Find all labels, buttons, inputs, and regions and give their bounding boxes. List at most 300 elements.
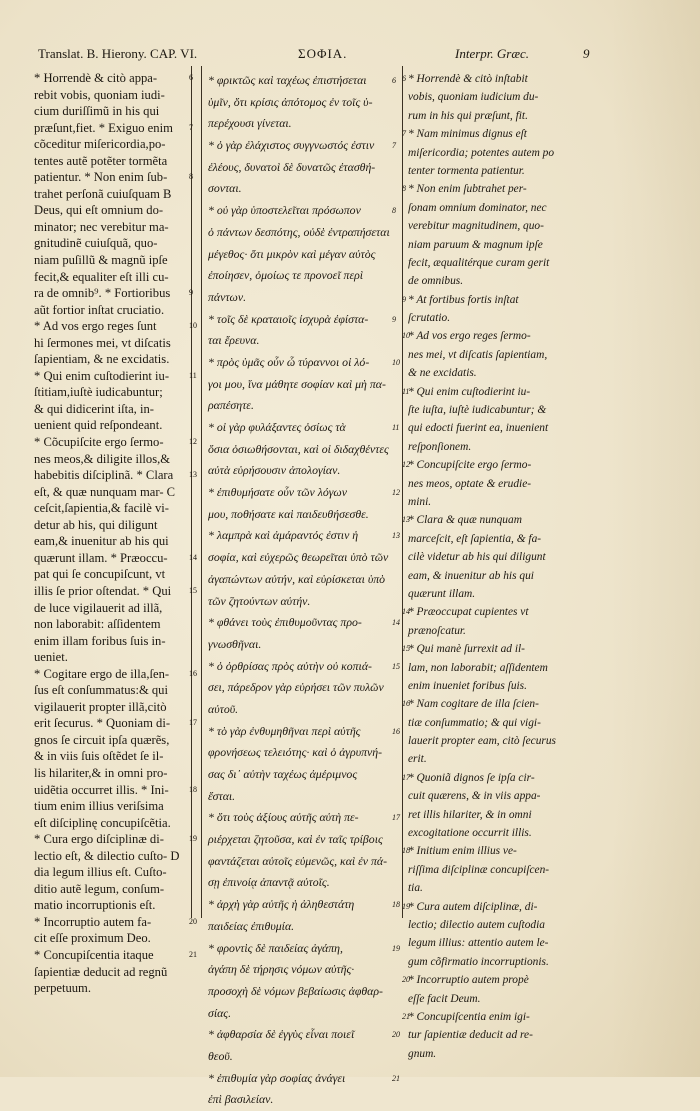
greek-line-text: προσοχὴ δὲ νόμων βεβαίωσις ἀφθαρ- [208,983,383,998]
greek-line-text: αὐτὰ εὑρήσουσιν ἀπολογίαν. [208,463,341,478]
latin-line-text: ditio autẽ legum, conſum- [34,881,165,896]
interp-line [408,787,608,805]
latin-line-text: cium duriſſimũ in his qui [34,104,160,119]
verse-number: 15 [402,644,410,654]
greek-line-text: φρονήσεως τελειότης· καὶ ὁ ἀγρυπνή- [208,745,383,760]
greek-line [208,677,398,699]
interp-line-text: * Clara & quæ nunquam [408,514,522,527]
latin-line [34,947,197,964]
greek-line [208,981,398,1003]
interp-line-text: * Nam minimus dignus eſt [408,128,527,141]
interp-line-text: * At fortibus fortis inſtat [408,293,519,306]
greek-line [208,742,398,764]
latin-line [34,699,184,716]
latin-line [34,881,184,898]
interp-line-text: prænoſcatur. [408,624,466,637]
latin-line-text: non laborabit: aſſidentem [34,617,161,632]
latin-line [34,649,184,666]
interp-line-text: * Initium enim illius ve- [408,845,517,858]
interp-line-text: * Non enim ſubtrahet per- [408,183,527,196]
greek-line-text: ὑμῖν, ὅτι κρίσις ἀπότομος ἐν τοῖς ὑ- [208,94,373,109]
latin-line-text: illis ſe prior oſtendat. * Qui [34,583,172,598]
verse-number: 13 [392,531,400,541]
interp-line-text: ret illis hilariter, & in omni [408,808,532,821]
verse-number: 14 [189,552,197,562]
latin-line-text: præſunt,fiet. * Exiguo enim [34,120,173,135]
greek-line-text: ἀγαπώντων αὐτήν, καὶ εὑρίσκεται ὑπὸ [208,571,386,586]
latin-line-text: uenient quid reſpondeant. [34,418,163,433]
latin-line-text: lis hilariter,& in omni pro- [34,765,168,780]
interp-line-text: ſonam omnium dominator, nec [408,201,547,214]
latin-line-text: perpetuum. [34,981,92,996]
greek-line-text: φαντάζεται αὐτοῖς εὐμενῶς, καὶ ἐν πά- [208,853,388,868]
greek-line-text: πάντων. [208,289,247,304]
latin-line-text: minator; nec verebitur ma- [34,219,169,234]
greek-line [208,959,398,981]
greek-line [208,872,398,894]
verse-number: 14 [392,618,400,628]
greek-line [208,634,398,656]
interp-line [408,1045,608,1063]
latin-translation-column [34,70,197,997]
interp-line-text: ſcrutatio. [408,312,451,325]
latin-line [34,914,197,931]
verse-number: 19 [189,834,197,844]
verse-number: 8 [402,184,406,194]
greek-line [208,1089,398,1111]
interp-line-text: tia. [408,882,423,895]
latin-line-text: ueniet. [34,650,68,665]
latin-line [34,285,193,302]
latin-line [34,815,184,832]
latin-line-text: & in viis ſuis oſtẽdet ſe il- [34,749,164,764]
interp-line [408,567,608,585]
greek-line [208,287,398,309]
greek-line [208,504,398,526]
latin-line [34,202,184,219]
interp-line [408,953,608,971]
interp-line [408,254,608,272]
interp-line [408,107,608,125]
interpretation-column [402,70,608,1063]
latin-line [34,732,184,749]
header-left-title: Translat. B. Hierony. CAP. VI. [38,46,198,61]
latin-line [34,467,197,484]
page-number: 9 [583,46,590,61]
latin-line [34,70,193,87]
greek-line-text: * ἀρχὴ γὰρ αὐτῆς ἡ ἀληθεστάτη [208,897,355,912]
latin-line [34,302,184,319]
greek-line-text: σονται. [208,181,242,196]
verse-number: 10 [402,331,410,341]
interp-line [402,971,608,989]
latin-line-text: tentes autẽ potẽter tormẽta [34,153,168,168]
greek-line [208,265,398,287]
interp-line [402,180,608,198]
latin-line-text: nes meos,& diligite illos,& [34,451,171,466]
greek-line [208,1046,398,1068]
interp-line [408,934,608,952]
latin-line-text: trahet perſonã cuiuſquam B [34,186,172,201]
verse-number: 7 [402,129,406,139]
greek-line-text: μου, ποθήσατε καὶ παιδευθήσεσθε. [208,506,369,521]
interp-line [408,272,608,290]
latin-line [34,368,197,385]
interp-line [408,824,608,842]
interp-line-text: verebitur magnitudinem, quo- [408,220,544,233]
interp-line-text: * Ad vos ergo reges ſermo- [408,330,531,343]
greek-line [208,1068,398,1090]
verse-number: 9 [402,294,406,304]
interp-line-text: tur ſapientiæ deducit ad re- [408,1029,533,1042]
greek-line [208,569,398,591]
greek-line-text: ριέρχεται ζητοῦσα, καὶ ἐν ταῖς τρίβοις [208,832,383,847]
verse-number: 16 [392,726,400,736]
interp-line [402,327,608,345]
interp-line-text: miſericordia; potentes autem po [408,146,555,159]
latin-line [34,517,184,534]
latin-line-text: ſapientiam, & ne excidatis. [34,352,170,367]
greek-line [208,135,398,157]
latin-line [34,384,184,401]
interp-line-text: marceſcit, eſt ſapientia, & fa- [408,532,542,545]
greek-line [208,699,398,721]
interp-line-text: gnum. [408,1047,437,1060]
latin-line-text: de luce vigilauerit ad illã, [34,600,163,615]
latin-line [34,153,184,170]
interp-line [402,383,608,401]
greek-line [208,829,398,851]
verse-number: 16 [402,699,410,709]
interp-line-text: * Horrendè & citò inſtabit [408,73,528,85]
header-right-title: Interpr. Græc. [455,46,530,61]
latin-line [34,682,184,699]
greek-line-text: * τὸ γὰρ ἐνθυμηθῆναι περὶ αὐτῆς [208,723,361,738]
greek-line-text: ἐπὶ βασιλείαν. [208,1092,274,1107]
interp-line [408,732,608,750]
latin-line [34,666,197,683]
latin-line-text: * Concupiſcentia itaque [34,947,154,962]
latin-line-text: * Ad vos ergo reges ſunt [34,319,157,334]
verse-number: 10 [392,357,400,367]
latin-line-text: dia legum illius eſt. Cuſto- [34,865,167,880]
greek-line-text: * πρὸς ὑμᾶς οὖν ὦ τύραννοι οἱ λό- [208,354,370,369]
verse-number: 20 [392,1030,400,1040]
interp-line-text: rum in his qui præſunt, fit. [408,109,528,122]
latin-line [34,748,184,765]
greek-line-text: ὁ πάντων δεσπότης, οὐδὲ ἐντραπήσεται [208,224,390,239]
latin-line-text: * Incorruptio autem fa- [34,914,152,929]
interp-line [402,125,608,143]
greek-line-text: σας δι᾽ αὐτὴν ταχέως ἀμέριμνος [208,767,358,781]
column-divider-left-inner [201,66,202,918]
latin-line [34,335,184,352]
latin-line-text: vigilauerit propter illã,citò [34,699,167,714]
latin-line [34,600,184,617]
latin-line [34,633,184,650]
latin-line-text: * Cogitare ergo de illa,ſen- [34,666,170,681]
interp-line-text: * Concupiſcentia enim igi- [408,1010,530,1023]
latin-line-text: ſapientiæ deducit ad regnũ [34,964,168,979]
latin-line-text: eam,& inuenitur ab his qui [34,534,169,549]
interp-line [408,622,608,640]
verse-number: 8 [392,206,396,216]
latin-line [34,169,193,186]
interp-line-text: tenter tormenta patientur. [408,164,525,177]
latin-line-text: eſt diſciplinę concupiſcẽtia. [34,815,171,830]
interp-line [408,861,608,879]
verse-number: 15 [392,661,400,671]
greek-line [208,547,398,569]
interp-line [408,199,608,217]
header-center-title: ΣΟΦΙΑ. [298,46,348,61]
greek-line [208,92,398,114]
greek-line-text: περέχουσι γίνεται. [208,116,292,131]
greek-line [208,157,398,179]
interp-line [408,659,608,677]
interp-line [408,548,608,566]
interp-line-text: excogitatione occurrit illis. [408,827,532,840]
interp-line [402,898,608,916]
verse-number: 17 [189,718,197,728]
interp-line [408,217,608,235]
interp-line-text: * Qui enim cuſtodierint iu- [408,385,531,398]
latin-line-text: rebit vobis, quoniam iudi- [34,87,165,102]
interp-line-text: * Nam cogitare de illa ſcien- [408,698,539,711]
greek-line [208,764,398,786]
greek-line [208,786,398,808]
interp-line [402,842,608,860]
latin-line-text: ceſcit,ſapientia,& facilè vi- [34,501,169,516]
greek-line-text: * τοῖς δὲ κραταιοῖς ἰσχυρὰ ἐφίστα- [208,311,369,326]
verse-number: 9 [189,288,193,298]
interp-line-text: * Qui manè ſurrexit ad il- [408,643,525,656]
interp-line-text: eam, & inuenitur ab his qui [408,569,534,582]
latin-line-text: * Cõcupiſcite ergo ſermo- [34,435,164,450]
latin-line [34,980,184,997]
greek-line [208,525,398,547]
interp-line-text: riſſima diſciplinæ concupiſcen- [408,863,550,876]
greek-line [208,352,398,374]
latin-line-text: * Horrendè & citò appa- [34,71,158,85]
latin-line-text: Deus, qui eſt omnium do- [34,203,164,218]
verse-number: 20 [402,975,410,985]
interp-line-text: * Incorruptio autem propè [408,974,529,987]
interp-line [408,346,608,364]
interp-line [408,1026,608,1044]
greek-line-text: * ἀφθαρσία δὲ ἐγγὺς εἶναι ποιεῖ [208,1027,355,1042]
latin-line-text: patientur. * Non enim ſub- [34,170,168,185]
latin-line [34,616,184,633]
verse-number: 18 [402,846,410,856]
greek-line [208,70,398,92]
interp-line [408,916,608,934]
verse-number: 15 [189,585,197,595]
verse-number: 14 [402,607,410,617]
latin-line-text: uidẽtia occurret illis. * Ini- [34,782,169,797]
latin-line [34,87,184,104]
greek-line [208,591,398,613]
interp-line-text: lam, non laborabit; aſſidentem [408,661,548,674]
latin-line [34,848,184,865]
greek-line-text: * φροντὶς δὲ παιδείας ἀγάπη, [208,940,343,955]
latin-line-text: pat qui ſe concupiſcunt, vt [34,567,166,582]
latin-line [34,831,197,848]
verse-number: 21 [402,1011,410,1021]
interp-line [408,493,608,511]
interp-line-text: vobis, quoniam iudicium du- [408,91,539,104]
latin-line-text: detur ab his, qui diligunt [34,517,158,532]
greek-line-text: * φρικτῶς καὶ ταχέως ἐπιστήσεται [208,73,367,87]
interp-line-text: enim inueniet foribus ſuis. [408,679,527,692]
latin-line [34,765,184,782]
greek-line [208,200,398,222]
verse-number: 12 [392,488,400,498]
latin-line [34,964,184,981]
latin-line [34,417,184,434]
verse-number: 21 [392,1073,400,1083]
interp-line-text: fecit, æqualitérque curam gerit [408,256,550,269]
interp-line-text: * Quoniã dignos ſe ipſa cir- [408,771,535,784]
greek-line-text: μέγεθος· ὅτι μικρὸν καὶ μέγαν αὐτὸς [208,246,376,261]
greek-line [208,851,398,873]
interp-line-text: tiæ conſummatio; & qui vigi- [408,716,541,729]
greek-line-text: * ἐπιθυμήσατε οὖν τῶν λόγων [208,485,347,500]
interp-line-text: de omnibus. [408,275,464,288]
greek-line-text: * ὁ γὰρ ἐλάχιστος συγγνωστός ἐστιν [208,138,375,153]
greek-line-text: γοι μου, ἵνα μάθητε σοφίαν καὶ μὴ πα- [208,376,386,391]
greek-line-text: αὐτοῦ. [208,701,239,716]
greek-line [208,1003,398,1025]
latin-line-text: ſus eſt conſummatus:& qui [34,683,168,698]
greek-line [208,938,398,960]
greek-line-text: θεοῦ. [208,1048,233,1063]
interp-line-text: mini. [408,495,432,508]
interp-line [408,530,608,548]
greek-line [208,460,398,482]
interp-line-text: nes meos, optate & erudie- [408,477,532,490]
greek-line [208,439,398,461]
greek-line-text: ραπέσητε. [208,398,254,413]
interp-line [408,990,608,1008]
greek-line [208,482,398,504]
latin-line [34,434,197,451]
greek-line [208,721,398,743]
verse-number: 17 [402,772,410,782]
greek-line-text: * φθάνει τοὺς ἐπιθυμοῦντας προ- [208,615,362,630]
verse-number: 20 [189,916,197,926]
greek-line-text: τῶν ζητούντων αὐτήν. [208,593,311,608]
latin-line [34,120,193,137]
latin-line-text: * Qui enim cuſtodierint iu- [34,368,170,383]
latin-line [34,252,184,269]
greek-line-text: * ὅτι τοὺς ἀξίους αὐτῆς αὐτὴ πε- [208,810,359,825]
interp-line [402,511,608,529]
greek-line [208,807,398,829]
greek-line-text: ἀγάπη δὲ τήρησις νόμων αὐτῆς· [208,962,355,977]
interp-line [408,750,608,768]
interp-line [408,401,608,419]
interp-line [408,419,608,437]
greek-line [208,222,398,244]
greek-line-text: * οἱ γὰρ φυλάξαντες ὁσίως τὰ [208,420,346,434]
latin-line-text: tium enim illius veriſsima [34,799,164,814]
verse-number: 12 [189,437,197,447]
latin-line-text: habebitis diſciplinã. * Clara [34,468,174,483]
running-header [0,46,700,68]
interp-line [402,70,608,88]
verse-number: 11 [392,423,400,432]
greek-line [208,395,398,417]
latin-line [34,186,184,203]
greek-line-text: σῃ ἐπινοίᾳ ἀπαντᾷ αὐτοῖς. [208,875,330,890]
greek-line-text: ἐλέους, δυνατοὶ δὲ δυνατῶς ἐτασθή- [208,159,376,174]
latin-line [34,500,184,517]
verse-number: 11 [402,386,410,396]
interp-line-text: lauerit propter eam, citò ſecurus [408,735,556,748]
latin-line [34,550,197,567]
verse-number: 21 [189,949,197,959]
greek-line-text: * οὐ γὰρ ὑποστελεῖται πρόσωπον [208,203,361,218]
interp-line [402,695,608,713]
latin-line-text: gnitudinẽ cuiuſquã, quo- [34,236,158,251]
latin-line-text: gnos ſe circuit ipſa quærẽs, [34,732,170,747]
interp-line [402,769,608,787]
interp-line-text: erit. [408,753,427,766]
latin-line-text: erit ſecurus. * Quoniam di- [34,716,171,731]
verse-number: 18 [392,900,400,910]
latin-line [34,136,184,153]
latin-line-text: hi ſermones mei, vt diſcatis [34,335,171,350]
interp-line-text: qui edocti fuerint ea, inuenient [408,422,549,435]
interp-line-text: * Concupiſcite ergo ſermo- [408,459,532,472]
latin-line [34,930,184,947]
interp-line-text: gum cõfirmatio incorruptionis. [408,955,549,968]
greek-line [208,1024,398,1046]
greek-line-text: σίας. [208,1005,232,1020]
interp-line [408,677,608,695]
greek-line [208,894,398,916]
interp-line [408,714,608,732]
interp-line-text: & ne excidatis. [408,367,477,380]
greek-line-text: ἐποίησεν, ὁμοίως τε προνοεῖ περὶ [208,268,364,283]
verse-number: 9 [392,314,396,324]
verse-number: 17 [392,813,400,823]
interp-line-text: cuit quærens, & in viis appa- [408,790,541,803]
latin-line [34,484,184,501]
interp-line-text: * Præoccupat cupientes vt [408,606,529,619]
interp-line [408,806,608,824]
verse-number: 8 [189,172,193,182]
page-edge-shading [610,0,700,1077]
latin-line [34,897,184,914]
verse-number: 19 [402,901,410,911]
verse-number: 6 [402,74,406,83]
greek-text-column [208,70,398,1111]
interp-line [402,1008,608,1026]
verse-number: 6 [392,76,396,85]
greek-line-text: ται ἔρευνα. [208,333,260,348]
greek-line-text: ὅσια ὁσιωθήσονται, καὶ οἱ διδαχθέντες [208,441,389,456]
latin-line-text: ſtitiam,iuſtè iudicabuntur; [34,385,163,400]
interp-line [408,879,608,897]
interp-line [408,144,608,162]
greek-line [208,309,398,331]
interp-line-text: legum illius: attentio autem le- [408,937,549,950]
latin-line-text: matio incorruptionis eſt. [34,898,156,913]
interp-line [408,309,608,327]
latin-line [34,235,184,252]
